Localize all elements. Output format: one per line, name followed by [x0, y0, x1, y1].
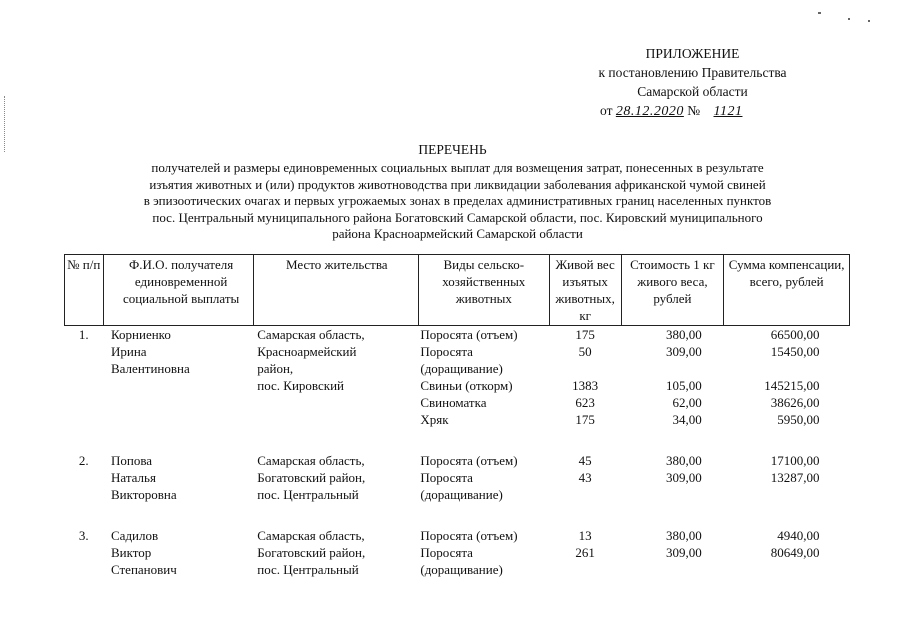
live-weight: [551, 561, 619, 578]
name-part: Попова: [111, 453, 153, 468]
live-weight: 261: [575, 545, 595, 560]
compensation-sum-cell: [724, 452, 850, 503]
appendix-heading: ПРИЛОЖЕНИЕ: [645, 46, 740, 61]
cost-per-kg: [623, 360, 702, 377]
address-line: Самарская область,: [257, 528, 365, 543]
address-line: пос. Центральный: [257, 487, 359, 502]
name-part: Виктор: [111, 545, 152, 560]
cost-per-kg: 309,00: [666, 470, 702, 485]
cost-per-kg: 380,00: [666, 453, 702, 468]
animal-type: Свиньи (откорм): [420, 378, 513, 393]
scan-speck: [848, 18, 850, 20]
animal-type-cell: [418, 527, 549, 578]
header-sum: Сумма компенсации, всего, рублей: [724, 255, 850, 326]
header-address: Место жительства: [253, 255, 418, 326]
name-part: Степанович: [111, 562, 177, 577]
compensation-sum: 5950,00: [777, 412, 820, 427]
animal-type-cell: [418, 452, 549, 503]
live-weight-cell: [549, 452, 621, 503]
spacer-cell: [65, 503, 850, 527]
compensation-sum: 4940,00: [777, 528, 820, 543]
animal-type: (доращивание): [420, 361, 503, 376]
from-label: от: [600, 103, 613, 118]
cost-per-kg: [623, 486, 702, 503]
table-row: [65, 452, 850, 503]
recipients-table: [64, 254, 850, 578]
recipient-name: [103, 326, 253, 429]
address-line: пос. Кировский: [257, 378, 344, 393]
animal-type: Хряк: [420, 412, 449, 427]
address-line: район,: [257, 361, 294, 376]
compensation-sum: [726, 561, 820, 578]
animal-type: Поросята: [420, 470, 473, 485]
animal-type: (доращивание): [420, 487, 503, 502]
name-part: Викторовна: [111, 487, 177, 502]
subtitle-line: в эпизоотических очагах и первых угрожаемых зонах в пределах административных границ населенных пунктов: [143, 193, 772, 208]
row-number: 1.: [78, 327, 89, 342]
header-animal: Виды сельско-хозяйственных животных: [418, 255, 549, 326]
live-weight: 43: [578, 470, 592, 485]
recipient-address: [253, 452, 418, 503]
recipient-address: [253, 527, 418, 578]
row-spacer: [65, 503, 850, 527]
cost-per-kg: 309,00: [666, 545, 702, 560]
live-weight: [551, 360, 619, 377]
header-cost: Стоимость 1 кг живого веса, рублей: [621, 255, 724, 326]
cost-per-kg: 105,00: [666, 378, 702, 393]
appendix-line-1: к постановлению Правительства: [598, 65, 787, 80]
subtitle-line: пос. Центральный муниципального района Богатовский Самарской области, пос. Кировский муниципального: [152, 209, 763, 225]
address-line: Богатовский район,: [257, 470, 366, 485]
cost-per-kg: 380,00: [666, 528, 702, 543]
document-title: ПЕРЕЧЕНЬ: [418, 142, 487, 157]
compensation-sum: 38626,00: [770, 395, 820, 410]
cost-per-kg: 62,00: [672, 395, 702, 410]
live-weight-cell: [549, 527, 621, 578]
live-weight: 50: [578, 344, 592, 359]
row-number: 2.: [78, 453, 89, 468]
cost-per-kg-cell: [621, 452, 724, 503]
row-spacer: [65, 428, 850, 452]
live-weight-cell: [549, 326, 621, 429]
compensation-sum: [726, 486, 820, 503]
table-header-row: [65, 255, 850, 326]
recipient-address: [253, 326, 418, 429]
cost-per-kg: 380,00: [666, 327, 702, 342]
spacer-cell: [65, 428, 850, 452]
row-number: 3.: [78, 528, 89, 543]
number-label: №: [687, 103, 701, 118]
name-part: Валентиновна: [111, 361, 190, 376]
name-part: Корниенко: [111, 327, 171, 342]
live-weight: [551, 486, 619, 503]
appendix-block: [560, 44, 825, 121]
cost-per-kg-cell: [621, 527, 724, 578]
address-line: Самарская область,: [257, 453, 365, 468]
table-row: [65, 326, 850, 429]
address-line: Самарская область,: [257, 327, 365, 342]
name-part: Ирина: [111, 344, 147, 359]
address-line: Красноармейский: [257, 344, 357, 359]
animal-type: Поросята: [420, 545, 473, 560]
recipient-name: [103, 527, 253, 578]
live-weight: 13: [578, 528, 592, 543]
compensation-sum-cell: [724, 527, 850, 578]
cost-per-kg-cell: [621, 326, 724, 429]
scan-speck: [818, 12, 821, 14]
animal-type: Поросята (отъем): [420, 453, 518, 468]
name-part: Садилов: [111, 528, 159, 543]
subtitle-line: изъятия животных и (или) продуктов животноводства при ликвидации заболевания африканской чумой свиней: [149, 176, 766, 192]
compensation-sum: 15450,00: [770, 344, 820, 359]
order-number: 1121: [713, 104, 743, 119]
appendix-line-2: Самарской области: [637, 84, 748, 99]
compensation-sum: [726, 360, 820, 377]
header-num: № п/п: [65, 255, 104, 326]
address-line: пос. Центральный: [257, 562, 359, 577]
animal-type: Поросята: [420, 344, 473, 359]
compensation-sum-cell: [724, 326, 850, 429]
compensation-sum: 145215,00: [764, 378, 820, 393]
cost-per-kg: [623, 561, 702, 578]
compensation-sum: 80649,00: [770, 545, 820, 560]
compensation-sum: 66500,00: [770, 327, 820, 342]
table-row: [65, 527, 850, 578]
live-weight: 175: [575, 327, 595, 342]
live-weight: 45: [578, 453, 592, 468]
subtitle-line: района Красноармейский Самарской области: [332, 226, 583, 241]
address-line: Богатовский район,: [257, 545, 366, 560]
header-name: Ф.И.О. получателя единовременной социальной выплаты: [103, 255, 253, 326]
recipient-name: [103, 452, 253, 503]
scan-speck: [868, 20, 870, 22]
header-weight: Живой вес изъятых животных, кг: [549, 255, 621, 326]
live-weight: 623: [575, 395, 595, 410]
animal-type: Поросята (отъем): [420, 528, 518, 543]
animal-type: (доращивание): [420, 562, 503, 577]
order-date: 28.12.2020: [615, 104, 684, 119]
cost-per-kg: 309,00: [666, 344, 702, 359]
name-part: Наталья: [111, 470, 156, 485]
animal-type: Свиноматка: [420, 395, 487, 410]
live-weight: 1383: [572, 378, 599, 393]
live-weight: 175: [575, 412, 595, 427]
subtitle-line: получателей и размеры единовременных социальных выплат для возмещения затрат, понесенных в результате: [151, 160, 764, 175]
animal-type-cell: [418, 326, 549, 429]
compensation-sum: 17100,00: [770, 453, 820, 468]
appendix-order-line: [560, 101, 825, 121]
compensation-sum: 13287,00: [770, 470, 820, 485]
animal-type: Поросята (отъем): [420, 327, 518, 342]
document-subtitle: [60, 160, 855, 243]
cost-per-kg: 34,00: [672, 412, 702, 427]
